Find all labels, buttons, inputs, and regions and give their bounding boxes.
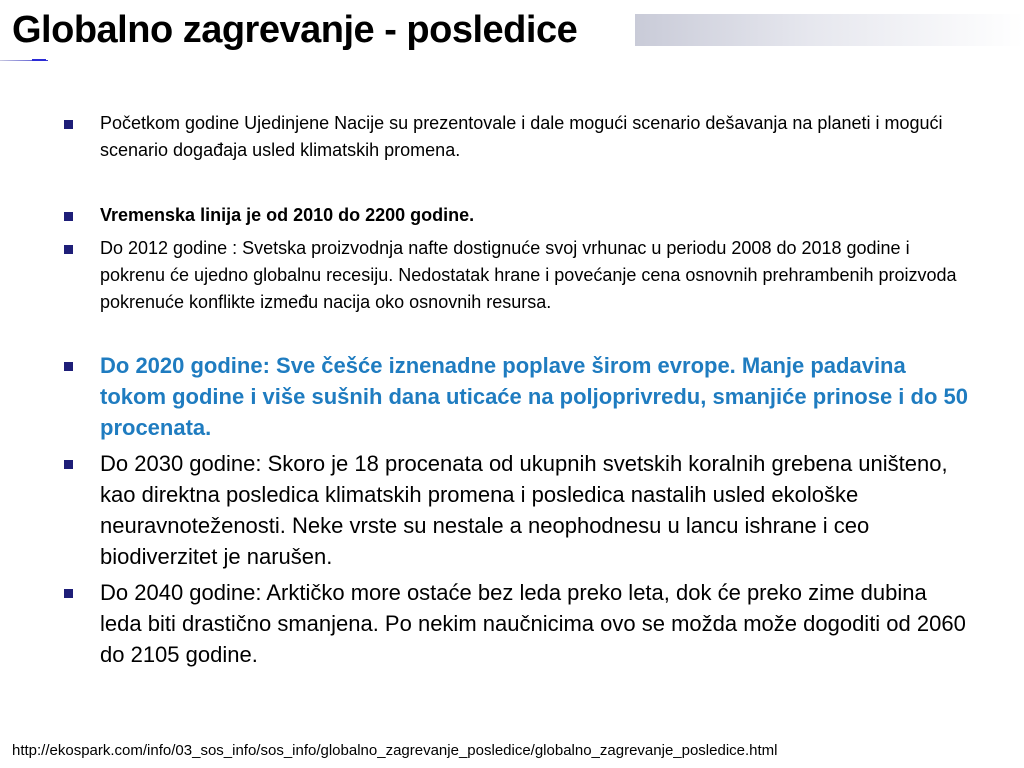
bullet-item	[100, 577, 970, 670]
bullet-text: Vremenska linija je od 2010 do 2200 godine.	[100, 205, 475, 225]
square-bullet-icon	[64, 589, 73, 598]
square-bullet-icon	[64, 212, 73, 221]
bullet-item	[100, 110, 970, 164]
square-bullet-icon	[64, 120, 73, 129]
bullet-text: Do 2020 godine: Sve češće iznenadne poplave širom evrope. Manje padavina tokom godine i više sušnih dana uticaće na poljoprivredu, smanjiće prinose i do 50 procenata.	[100, 353, 968, 440]
bullet-text: Do 2012 godine : Svetska proizvodnja nafte dostignuće svoj vrhunac u periodu 2008 do 2018 godine i pokrenu će ujedno globalnu recesiju. Nedostatak hrane i povećanje cena osnovnih prehrambenih proizvoda pokrenuće konflikte između nacija oko osnovnih resursa.	[100, 238, 957, 312]
bullet-text: Do 2030 godine: Skoro je 18 procenata od ukupnih svetskih koralnih grebena uništeno, kao direktna posledica klimatskih promena i posledica nastalih usled ekološke neuravnoteženosti. Neke vrste su nestale a neophodnesu u lancu ishrane i ceo biodiverzitet je narušen.	[100, 451, 948, 569]
square-bullet-icon	[64, 460, 73, 469]
bullet-item	[100, 235, 970, 316]
bullet-text: Početkom godine Ujedinjene Nacije su prezentovale i dale mogući scenario dešavanja na planeti i mogući scenario događaja usled klimatskih promena.	[100, 113, 943, 160]
bullet-text: Do 2040 godine: Arktičko more ostaće bez leda preko leta, dok će preko zime dubina leda biti drastično smanjena. Po nekim naučnicima ovo se možda može dogoditi od 2060 do 2105 godine.	[100, 580, 966, 667]
source-url: http://ekospark.com/info/03_sos_info/sos_info/globalno_zagrevanje_posledice/globalno_zagrevanje_posledice.html	[12, 742, 778, 759]
slide-title: Globalno zagrevanje - posledice	[12, 9, 578, 51]
bullet-item	[100, 202, 970, 229]
square-bullet-icon	[64, 245, 73, 254]
square-bullet-icon	[64, 362, 73, 371]
bullet-item-highlighted	[100, 350, 970, 443]
bullet-item	[100, 448, 970, 572]
